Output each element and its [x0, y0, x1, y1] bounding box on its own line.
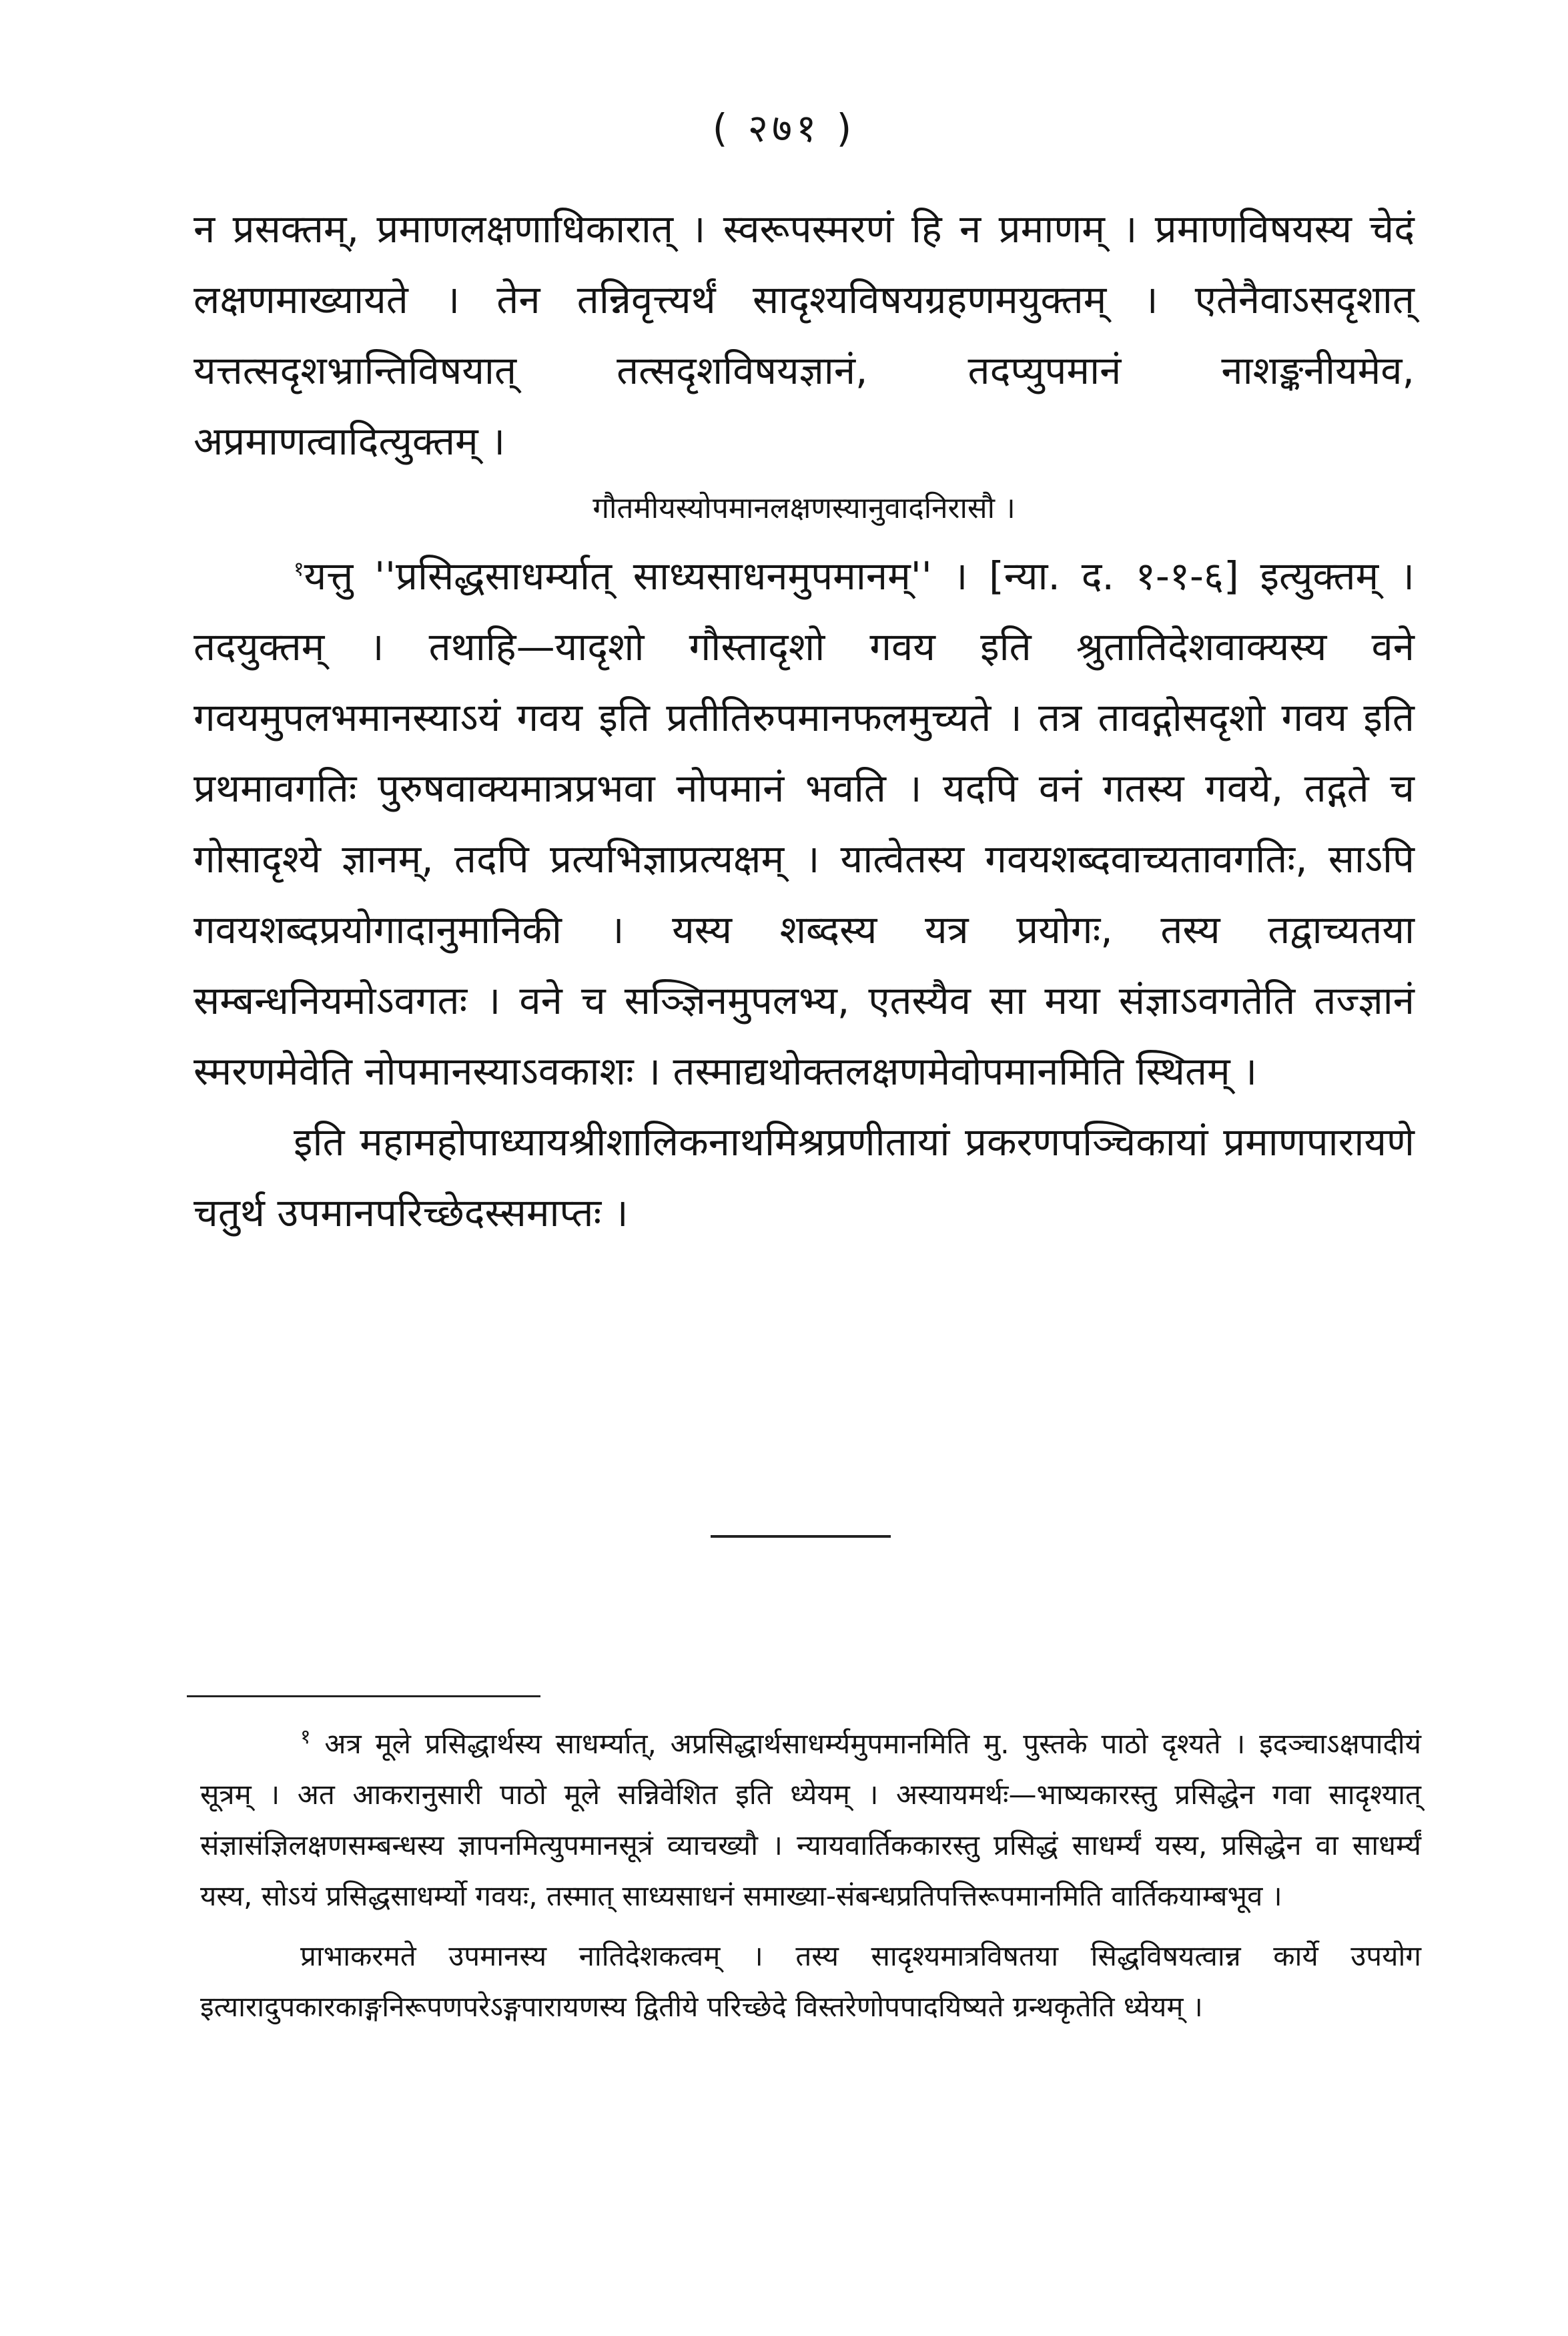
page-number: ( २७१ ): [712, 105, 856, 151]
footnote-separator: [187, 1695, 540, 1697]
main-text: [193, 194, 1415, 1248]
footnote-1-marker: १: [300, 1725, 311, 1749]
section-heading: गौतमीयस्योपमानलक्षणस्यानुवादनिरासौ ।: [593, 491, 1016, 525]
paragraph-2-text: यत्तु ''प्रसिद्धसाधर्म्यात् साध्यसाधनमुपमानम्'' । [न्या. द. १-१-६] इत्युक्तम् । तदयुक्तम् । तथाहि—यादृशो गौस्तादृशो गवय इति श्रुतातिदेशवाक्यस्य वने गवयमुपलभमानस्याऽयं गवय इति प्रतीतिरुपमानफलमुच्यते । तत्र तावद्गोसदृशो गवय इति प्रथमावगतिः पुरुषवाक्यमात्रप्रभवा नोपमानं भवति । यदपि वनं गतस्य गवये, तद्गते च गोसादृश्ये ज्ञानम्, तदपि प्रत्यभिज्ञाप्रत्यक्षम् । यात्वेतस्य गवयशब्दवाच्यतावगतिः, साऽपि गवयशब्दप्रयोगादानुमानिकी । यस्य शब्दस्य यत्र प्रयोगः, तस्य तद्वाच्यतया सम्बन्धनियमोऽवगतः । वने च सञ्ज्ञिनमुपलभ्य, एतस्यैव सा मया संज्ञाऽवगतेति तज्ज्ञानं स्मरणमेवेति नोपमानस्याऽवकाशः । तस्माद्यथोक्तलक्षणमेवोपमानमिति स्थितम् ।: [193, 553, 1415, 1094]
chapter-end-rule: [711, 1535, 891, 1538]
paragraph-1: न प्रसक्तम्, प्रमाणलक्षणाधिकारात् । स्वरूपस्मरणं हि न प्रमाणम् । प्रमाणविषयस्य चेदं लक्षणमाख्यायते । तेन तन्निवृत्त्यर्थं सादृश्यविषयग्रहणमयुक्तम् । एतेनैवाऽसदृशात् यत्तत्सदृशभ्रान्तिविषयात् तत्सदृशविषयज्ञानं, तदप्युपमानं नाशङ्कनीयमेव, अप्रमाणत्वादित्युक्तम् ।: [193, 206, 1415, 464]
paragraph-2: [193, 541, 1415, 1107]
colophon: इति महामहोपाध्यायश्रीशालिकनाथमिश्रप्रणीतायां प्रकरणपञ्चिकायां प्रमाणपारायणे चतुर्थ उपमानपरिच्छेदस्समाप्तः ।: [193, 1119, 1415, 1235]
footnotes: [200, 1719, 1421, 2032]
footnote-1: [200, 1719, 1421, 1922]
footnote-marker-1: १: [294, 557, 304, 581]
footnote-2: प्राभाकरमते उपमानस्य नातिदेशकत्वम् । तस्य सादृश्यमात्रविषतया सिद्धविषयत्वान्न कार्ये उपयोग इत्यारादुपकारकाङ्गनिरूपणपरेऽङ्गपारायणस्य द्वितीये परिच्छेदे विस्तरेणोपपादयिष्यते ग्रन्थकृतेति ध्येयम् ।: [200, 1940, 1421, 2023]
footnote-1-text: अत्र मूले प्रसिद्धार्थस्य साधर्म्यात्, अप्रसिद्धार्थसाधर्म्यमुपमानमिति मु. पुस्तके पाठो दृश्यते । इदञ्चाऽक्षपादीयं सूत्रम् । अत आकरानुसारी पाठो मूले सन्निवेशित इति ध्येयम् । अस्यायमर्थः—भाष्यकारस्तु प्रसिद्धेन गवा सादृश्यात् संज्ञासंज्ञिलक्षणसम्बन्धस्य ज्ञापनमित्युपमानसूत्रं व्याचख्यौ । न्यायवार्तिककारस्तु प्रसिद्धं साधर्म्यं यस्य, प्रसिद्धेन वा साधर्म्यं यस्य, सोऽयं प्रसिद्धसाधर्म्यो गवयः, तस्मात् साध्यसाधनं समाख्या-संबन्धप्रतिपत्तिरूपमानमिति वार्तिकयाम्बभूव ।: [200, 1727, 1421, 1912]
